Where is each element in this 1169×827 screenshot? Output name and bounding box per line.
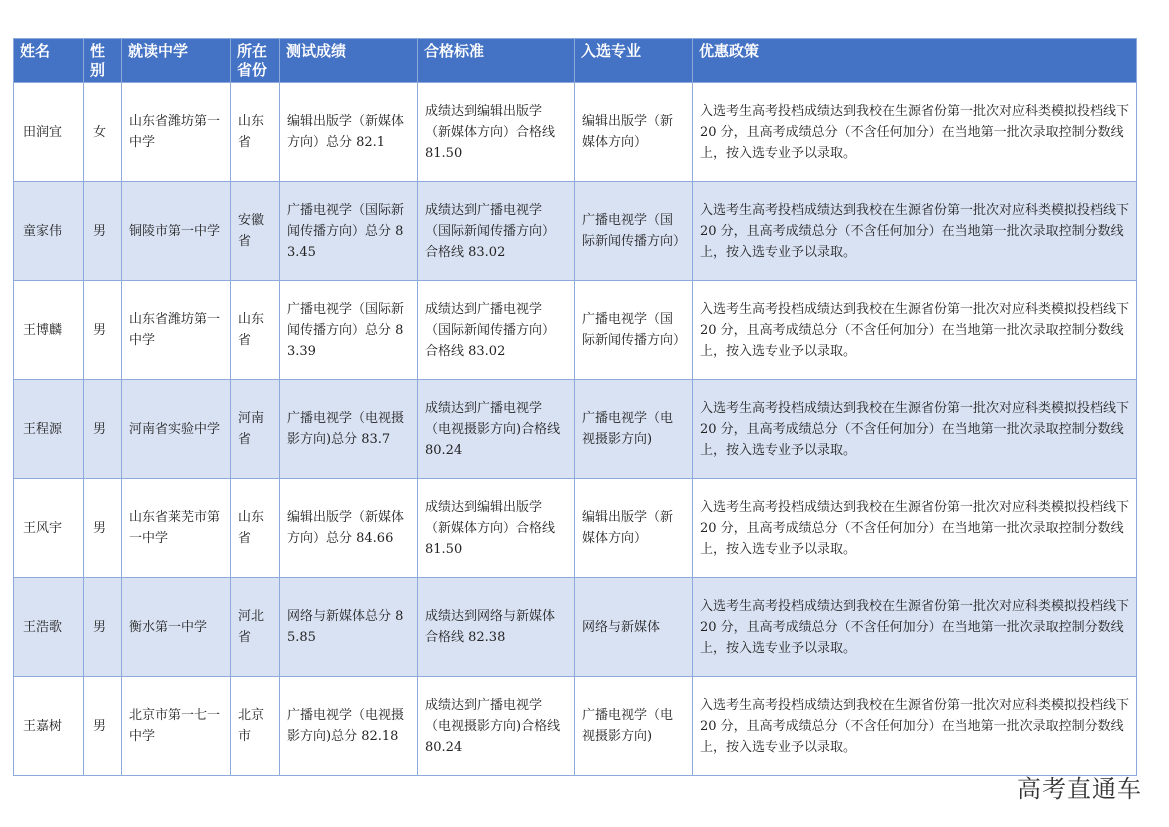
cell-school: 山东省莱芜市第一中学 — [122, 479, 231, 578]
cell-standard: 成绩达到广播电视学（国际新闻传播方向）合格线 83.02 — [418, 182, 575, 281]
cell-major: 广播电视学（国际新闻传播方向） — [575, 182, 693, 281]
table-row — [14, 479, 1137, 578]
cell-name: 王博麟 — [14, 281, 84, 380]
header-policy: 优惠政策 — [693, 39, 1137, 83]
admission-table — [13, 38, 1137, 776]
cell-score: 编辑出版学（新媒体方向）总分 84.66 — [280, 479, 418, 578]
header-score: 测试成绩 — [280, 39, 418, 83]
cell-name: 王风宇 — [14, 479, 84, 578]
cell-gender: 男 — [84, 182, 122, 281]
cell-province: 山东省 — [231, 83, 280, 182]
table-row — [14, 380, 1137, 479]
cell-school: 山东省潍坊第一中学 — [122, 83, 231, 182]
cell-standard: 成绩达到广播电视学（国际新闻传播方向）合格线 83.02 — [418, 281, 575, 380]
cell-score: 广播电视学（国际新闻传播方向）总分 83.39 — [280, 281, 418, 380]
cell-policy: 入选考生高考投档成绩达到我校在生源省份第一批次对应科类模拟投档线下 20 分，且高考成绩总分（不含任何加分）在当地第一批次录取控制分数线上，按入选专业予以录取。 — [693, 83, 1137, 182]
cell-score: 编辑出版学（新媒体方向）总分 82.1 — [280, 83, 418, 182]
cell-standard: 成绩达到广播电视学（电视摄影方向)合格线 80.24 — [418, 380, 575, 479]
cell-school: 铜陵市第一中学 — [122, 182, 231, 281]
cell-policy: 入选考生高考投档成绩达到我校在生源省份第一批次对应科类模拟投档线下 20 分，且高考成绩总分（不含任何加分）在当地第一批次录取控制分数线上，按入选专业予以录取。 — [693, 380, 1137, 479]
cell-name: 童家伟 — [14, 182, 84, 281]
cell-policy: 入选考生高考投档成绩达到我校在生源省份第一批次对应科类模拟投档线下 20 分，且高考成绩总分（不含任何加分）在当地第一批次录取控制分数线上，按入选专业予以录取。 — [693, 182, 1137, 281]
cell-standard: 成绩达到编辑出版学（新媒体方向）合格线 81.50 — [418, 479, 575, 578]
cell-school: 北京市第一七一中学 — [122, 677, 231, 776]
header-major: 入选专业 — [575, 39, 693, 83]
cell-standard: 成绩达到广播电视学（电视摄影方向)合格线 80.24 — [418, 677, 575, 776]
cell-school: 河南省实验中学 — [122, 380, 231, 479]
table-header — [14, 39, 1137, 83]
table-row — [14, 182, 1137, 281]
cell-province: 北京市 — [231, 677, 280, 776]
cell-score: 广播电视学（电视摄影方向)总分 83.7 — [280, 380, 418, 479]
table-row — [14, 281, 1137, 380]
cell-policy: 入选考生高考投档成绩达到我校在生源省份第一批次对应科类模拟投档线下 20 分，且高考成绩总分（不含任何加分）在当地第一批次录取控制分数线上，按入选专业予以录取。 — [693, 578, 1137, 677]
header-name: 姓名 — [14, 39, 84, 83]
cell-major: 广播电视学（国际新闻传播方向） — [575, 281, 693, 380]
cell-school: 衡水第一中学 — [122, 578, 231, 677]
cell-gender: 男 — [84, 281, 122, 380]
table-body — [14, 83, 1137, 776]
cell-name: 王浩歌 — [14, 578, 84, 677]
cell-province: 安徽省 — [231, 182, 280, 281]
header-province: 所在省份 — [231, 39, 280, 83]
cell-name: 田润宜 — [14, 83, 84, 182]
cell-name: 王程源 — [14, 380, 84, 479]
header-school: 就读中学 — [122, 39, 231, 83]
cell-score: 广播电视学（电视摄影方向)总分 82.18 — [280, 677, 418, 776]
table-row — [14, 578, 1137, 677]
cell-gender: 男 — [84, 578, 122, 677]
cell-province: 山东省 — [231, 281, 280, 380]
cell-gender: 男 — [84, 677, 122, 776]
cell-major: 网络与新媒体 — [575, 578, 693, 677]
cell-policy: 入选考生高考投档成绩达到我校在生源省份第一批次对应科类模拟投档线下 20 分，且高考成绩总分（不含任何加分）在当地第一批次录取控制分数线上，按入选专业予以录取。 — [693, 479, 1137, 578]
cell-major: 广播电视学（电视摄影方向) — [575, 380, 693, 479]
cell-gender: 男 — [84, 380, 122, 479]
cell-major: 编辑出版学（新媒体方向） — [575, 479, 693, 578]
cell-gender: 女 — [84, 83, 122, 182]
header-standard: 合格标准 — [418, 39, 575, 83]
cell-standard: 成绩达到编辑出版学（新媒体方向）合格线 81.50 — [418, 83, 575, 182]
cell-province: 河南省 — [231, 380, 280, 479]
table-row — [14, 83, 1137, 182]
table-row — [14, 677, 1137, 776]
header-row — [14, 39, 1137, 83]
cell-standard: 成绩达到网络与新媒体合格线 82.38 — [418, 578, 575, 677]
cell-major: 广播电视学（电视摄影方向) — [575, 677, 693, 776]
cell-province: 山东省 — [231, 479, 280, 578]
cell-major: 编辑出版学（新媒体方向） — [575, 83, 693, 182]
cell-name: 王嘉树 — [14, 677, 84, 776]
cell-province: 河北省 — [231, 578, 280, 677]
cell-policy: 入选考生高考投档成绩达到我校在生源省份第一批次对应科类模拟投档线下 20 分，且高考成绩总分（不含任何加分）在当地第一批次录取控制分数线上，按入选专业予以录取。 — [693, 281, 1137, 380]
cell-score: 广播电视学（国际新闻传播方向）总分 83.45 — [280, 182, 418, 281]
cell-gender: 男 — [84, 479, 122, 578]
cell-school: 山东省潍坊第一中学 — [122, 281, 231, 380]
cell-policy: 入选考生高考投档成绩达到我校在生源省份第一批次对应科类模拟投档线下 20 分，且高考成绩总分（不含任何加分）在当地第一批次录取控制分数线上，按入选专业予以录取。 — [693, 677, 1137, 776]
cell-score: 网络与新媒体总分 85.85 — [280, 578, 418, 677]
watermark: 高考直通车 — [1017, 775, 1142, 803]
header-gender: 性别 — [84, 39, 122, 83]
